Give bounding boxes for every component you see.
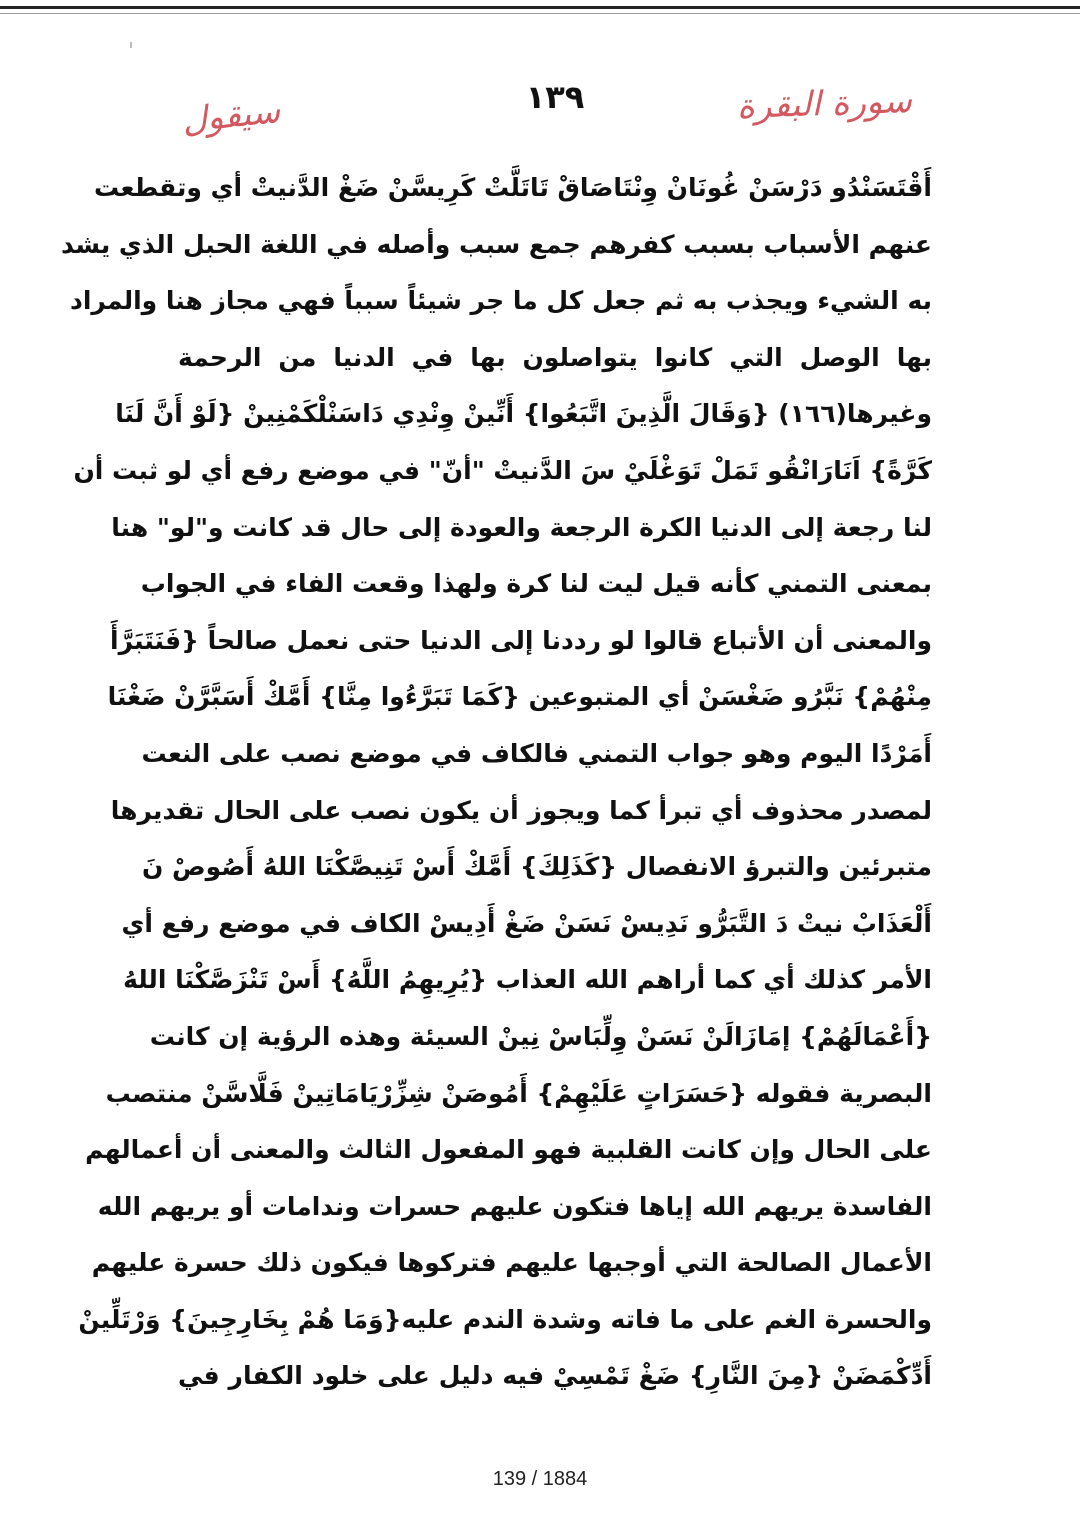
text-line: {أَعْمَالَهُمْ} إمَازَالَنْ نَسَنْ وِلِّبَاسْ نِينْ السيئة وهذه الرؤية إن كانت [149,1021,932,1051]
handwritten-surah-title: سورة البقرة [736,80,913,128]
handwritten-juz-title: سيقول [180,90,283,142]
text-line: الأمر كذلك أي كما أراهم الله العذاب {يُرِيهِمُ اللَّهُ} أَسْ تَنْزَصَّكْنَا اللهُ [123,965,932,995]
text-line: على الحال وإن كانت القلبية فهو المفعول الثالث والمعنى أن أعمالهم [85,1135,932,1165]
text-line: الفاسدة يريهم الله إياها فتكون عليهم حسرات وندامات أو يريهم الله [97,1191,932,1221]
text-line: أَمَرْدًا اليوم وهو جواب التمني فالكاف في موضع نصب على النعت [141,738,932,768]
text-line: بها الوصل التي كانوا يتواصلون بها في الدنيا من الرحمة [178,342,932,372]
text-line: عنهم الأسباب بسبب كفرهم جمع سبب وأصله في اللغة الحبل الذي يشد [60,229,932,259]
body-text [60,160,932,1405]
text-line: الأعمال الصالحة التي أوجبها عليهم فتركوها فيكون ذلك حسرة عليهم [91,1248,932,1278]
text-line: به الشيء ويجذب به ثم جعل كل ما جر شيئاً سبباً فهي مجاز هنا والمراد [70,286,932,316]
pagination-indicator: 139 / 1884 [492,1468,588,1490]
text-line: أَدِّكْمَضَنْ {مِنَ النَّارِ} ضَغْ تَمْسِيْ فيه دليل على خلود الكفار في [178,1361,932,1391]
top-border-shadow [0,13,1080,14]
text-line: البصرية فقوله {حَسَرَاتٍ عَلَيْهِمْ} أَمُوصَنْ شِزِّرْيَامَاتِينْ فَلَّاسَّنْ منتصب [105,1078,932,1108]
top-border-line [0,6,1080,9]
text-line: متبرئين والتبرؤ الانفصال {كَذَلِكَ} أَمَّكْ أَسْ تَنِيصَّكْنَا اللهُ أَصُوصْ نَ [141,852,932,882]
text-line: والحسرة الغم على ما فاته وشدة الندم عليه{وَمَا هُمْ بِخَارِجِينَ} وَرْتَلِّينْ [78,1304,932,1334]
scan-speck [130,42,132,48]
page-number: ١٣٩ [525,78,585,116]
text-line: أَلْعَذَابْ نيتْ دَ التَّبَرُّو نَدِيسْ نَسَنْ ضَغْ أَدِيسْ الكاف في موضع رفع أي [121,908,932,938]
text-line: وغيرها(١٦٦) {وَقَالَ الَّذِينَ اتَّبَعُوا} أَنِّينْ وِنْدِي دَاسَنْلْكَمْنِينْ {لَوْ أَنَّ لَنَا [115,399,932,429]
text-line: لمصدر محذوف أي تبرأ كما ويجوز أن يكون نصب على الحال تقديرها [110,795,932,825]
text-line: والمعنى أن الأتباع قالوا لو رددنا إلى الدنيا حتى نعمل صالحاً {فَنَتَبَرَّأَ [110,625,932,655]
text-line: كَرَّةً} اَنَارَانْقُو تَمَلْ تَوَغْلَيْ سَ الدَّنيتْ "أنّ" في موضع رفع أي لو ثبت أن [73,455,932,485]
text-line: مِنْهُمْ} نَبَّرُو ضَغْسَنْ أي المتبوعين {كَمَا تَبَرَّءُوا مِنَّا} أَمَّكْ أَسَبَّرَّنْ ضَغْنَا [107,682,932,712]
text-line: لنا رجعة إلى الدنيا الكرة الرجعة والعودة إلى حال قد كانت و"لو" هنا [111,512,932,542]
text-line: أَقْتَسَنْدُو دَرْسَنْ غُونَانْ وِنْتَاصَاقْ تَاتَلَّتْ كَرِيسَّنْ ضَغْ الدَّنيتْ أي وتقطعت [94,173,932,202]
text-line: بمعنى التمني كأنه قيل ليت لنا كرة ولهذا وقعت الفاء في الجواب [140,569,932,599]
